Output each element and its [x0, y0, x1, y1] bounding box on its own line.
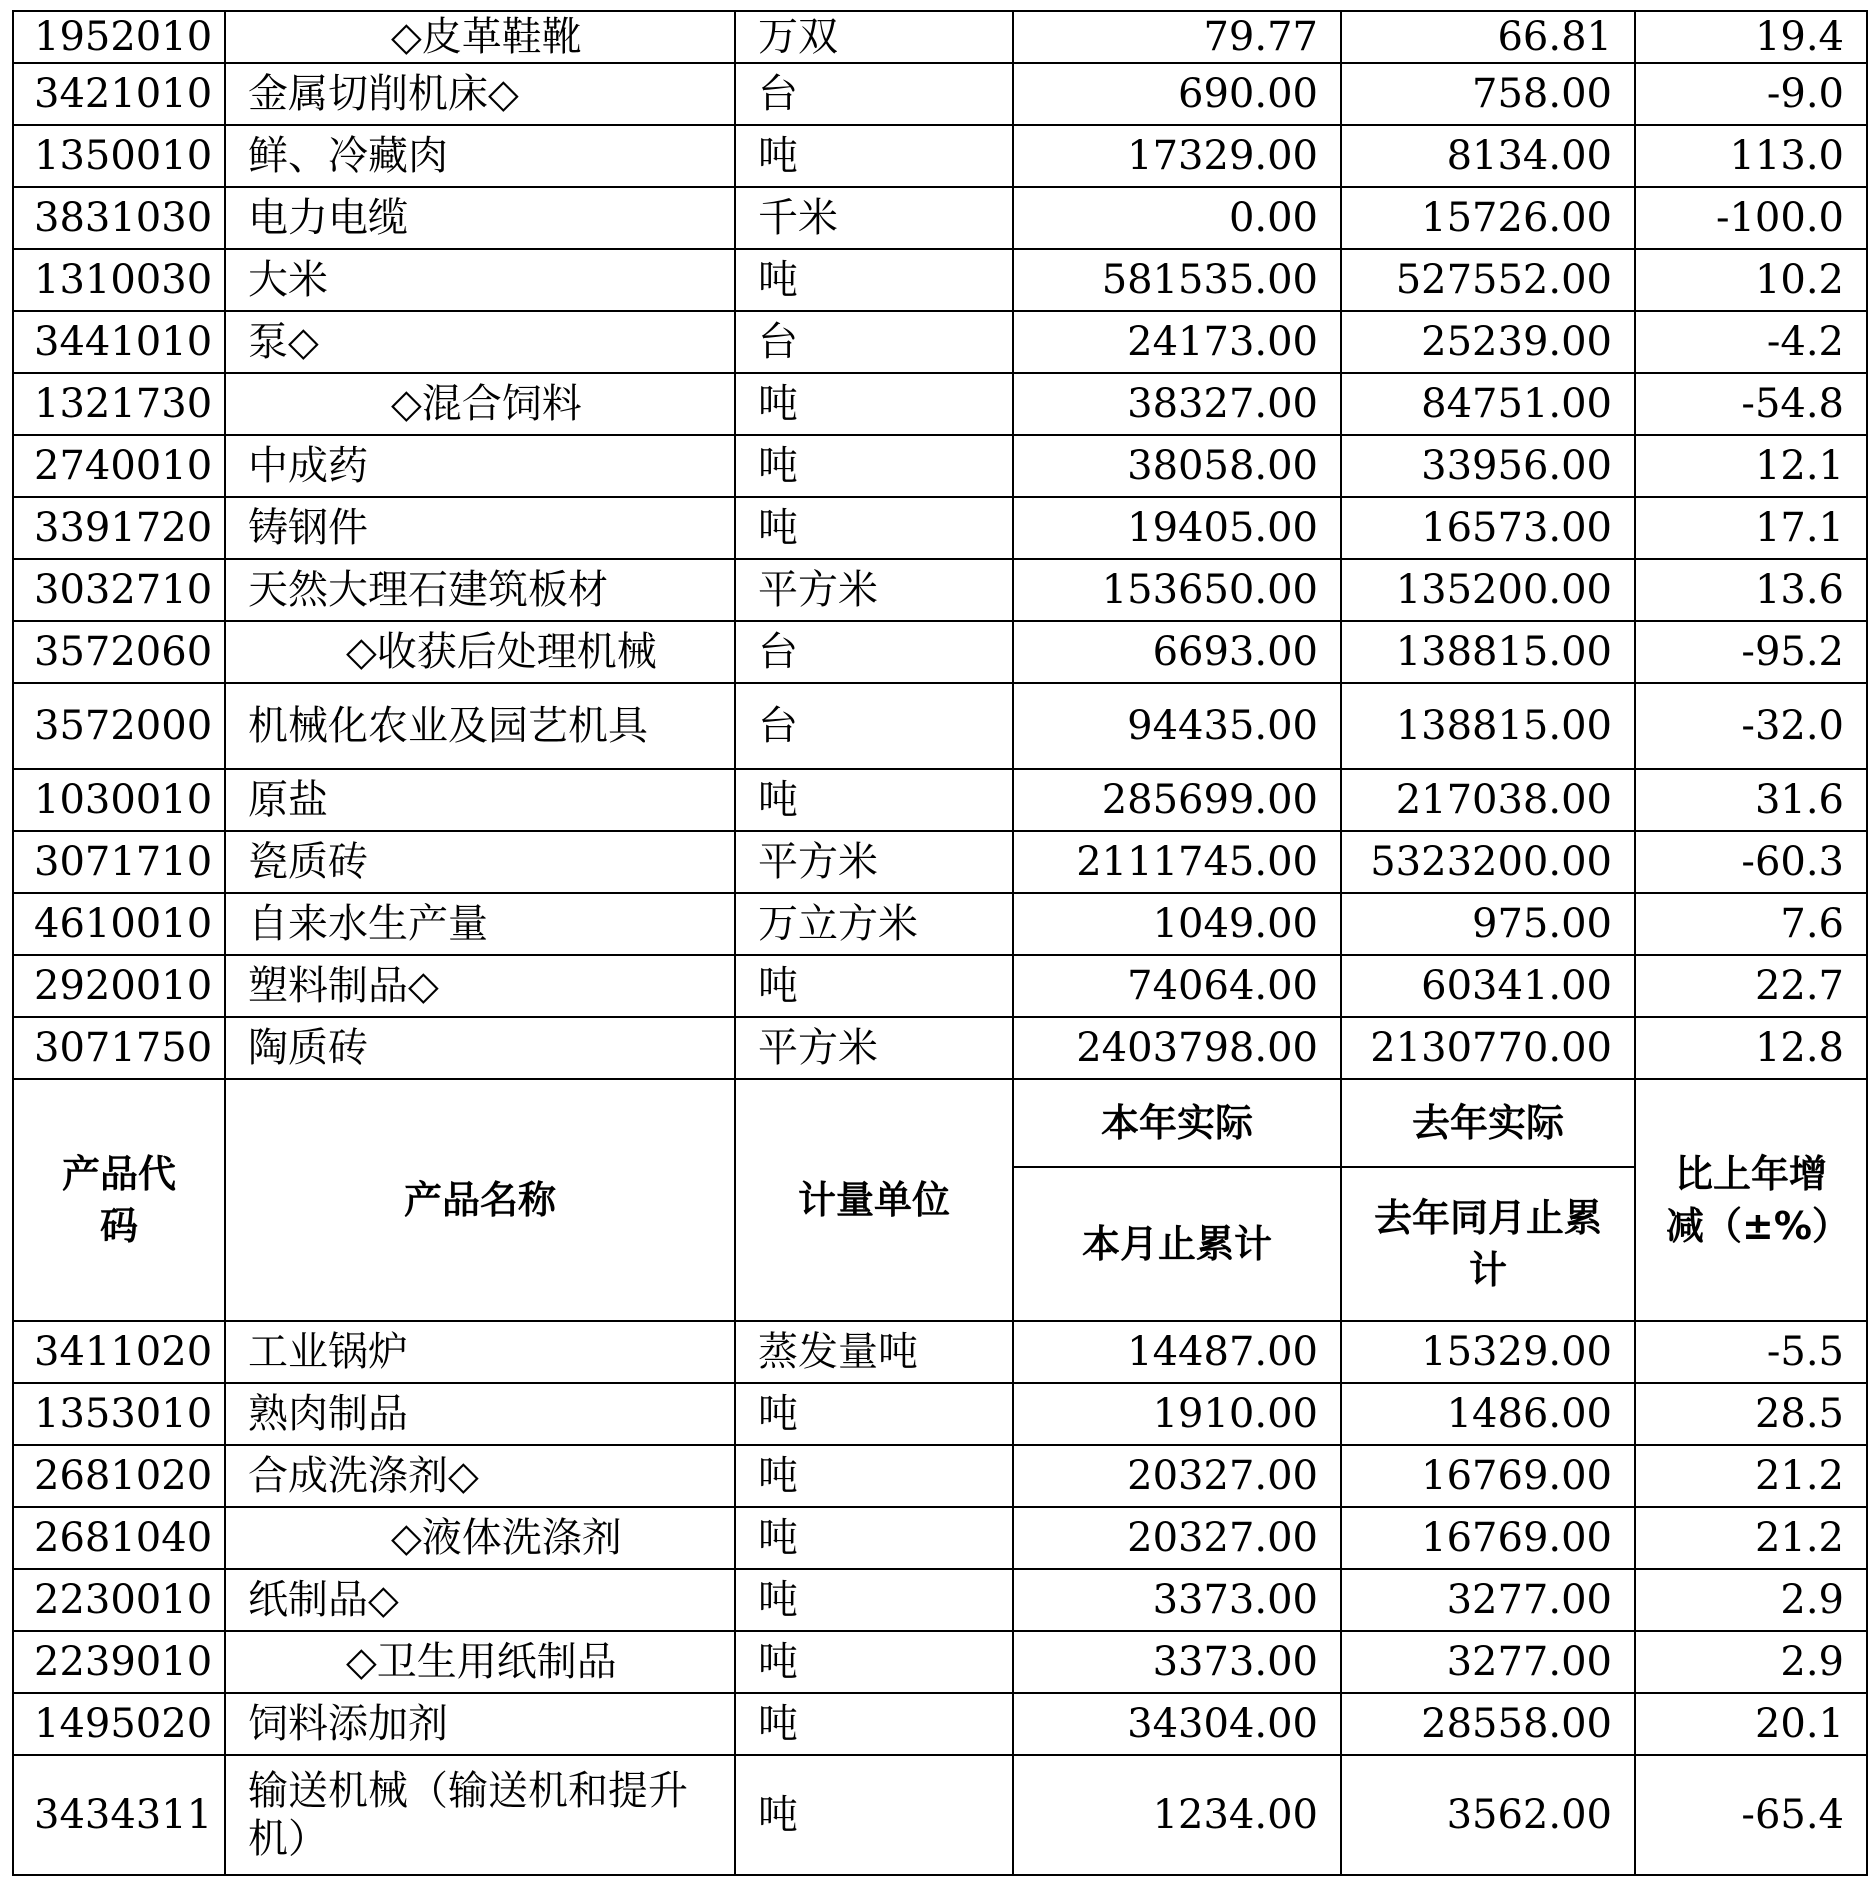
current-value: 34304.00 [1013, 1693, 1341, 1755]
last-value: 138815.00 [1341, 621, 1635, 683]
current-value: 20327.00 [1013, 1507, 1341, 1569]
last-value: 16769.00 [1341, 1507, 1635, 1569]
product-code: 2681040 [13, 1507, 225, 1569]
product-name: 纸制品◇ [225, 1569, 735, 1631]
table-row [13, 1631, 1867, 1693]
table-row [13, 311, 1867, 373]
last-value: 60341.00 [1341, 955, 1635, 1017]
table-row [13, 621, 1867, 683]
last-value: 758.00 [1341, 63, 1635, 125]
product-name: 瓷质砖 [225, 831, 735, 893]
table-row [13, 1383, 1867, 1445]
current-value: 19405.00 [1013, 497, 1341, 559]
unit: 平方米 [735, 559, 1013, 621]
last-value: 135200.00 [1341, 559, 1635, 621]
unit: 吨 [735, 435, 1013, 497]
product-code: 2681020 [13, 1445, 225, 1507]
header-last-year-cumulative: 去年同月止累计 [1341, 1167, 1635, 1321]
product-code: 3572060 [13, 621, 225, 683]
product-name: 熟肉制品 [225, 1383, 735, 1445]
unit: 台 [735, 63, 1013, 125]
product-name: 泵◇ [225, 311, 735, 373]
change-percent: -5.5 [1635, 1321, 1867, 1383]
table-row [13, 831, 1867, 893]
product-code: 1350010 [13, 125, 225, 187]
product-code: 1030010 [13, 769, 225, 831]
product-name: ◇混合饲料 [225, 373, 735, 435]
table-row [13, 1755, 1867, 1875]
table-row [13, 1569, 1867, 1631]
current-value: 3373.00 [1013, 1631, 1341, 1693]
last-value: 5323200.00 [1341, 831, 1635, 893]
current-value: 0.00 [1013, 187, 1341, 249]
last-value: 975.00 [1341, 893, 1635, 955]
product-code: 3441010 [13, 311, 225, 373]
product-name: 塑料制品◇ [225, 955, 735, 1017]
product-name: 原盐 [225, 769, 735, 831]
change-percent: 22.7 [1635, 955, 1867, 1017]
current-value: 690.00 [1013, 63, 1341, 125]
current-value: 581535.00 [1013, 249, 1341, 311]
change-percent: -95.2 [1635, 621, 1867, 683]
last-value: 527552.00 [1341, 249, 1635, 311]
unit: 台 [735, 621, 1013, 683]
table-row [13, 559, 1867, 621]
last-value: 16769.00 [1341, 1445, 1635, 1507]
last-value: 1486.00 [1341, 1383, 1635, 1445]
unit: 吨 [735, 955, 1013, 1017]
table-row [13, 63, 1867, 125]
product-code: 3421010 [13, 63, 225, 125]
current-value: 153650.00 [1013, 559, 1341, 621]
product-name: 输送机械（输送机和提升机） [225, 1755, 735, 1875]
change-percent: -54.8 [1635, 373, 1867, 435]
current-value: 2111745.00 [1013, 831, 1341, 893]
product-code: 3434311 [13, 1755, 225, 1875]
unit: 吨 [735, 1755, 1013, 1875]
last-value: 8134.00 [1341, 125, 1635, 187]
change-percent: -60.3 [1635, 831, 1867, 893]
current-value: 14487.00 [1013, 1321, 1341, 1383]
current-value: 2403798.00 [1013, 1017, 1341, 1079]
product-name: ◇液体洗涤剂 [225, 1507, 735, 1569]
header-product-code: 产品代码 [13, 1079, 225, 1321]
change-percent: -4.2 [1635, 311, 1867, 373]
table-row [13, 1445, 1867, 1507]
change-percent: -100.0 [1635, 187, 1867, 249]
last-value: 138815.00 [1341, 683, 1635, 769]
table-row [13, 249, 1867, 311]
unit: 吨 [735, 125, 1013, 187]
unit: 平方米 [735, 1017, 1013, 1079]
header-this-year-cumulative: 本月止累计 [1013, 1167, 1341, 1321]
product-code: 1310030 [13, 249, 225, 311]
product-code: 2239010 [13, 1631, 225, 1693]
unit: 千米 [735, 187, 1013, 249]
product-code: 2740010 [13, 435, 225, 497]
product-code: 3071710 [13, 831, 225, 893]
current-value: 94435.00 [1013, 683, 1341, 769]
current-value: 38327.00 [1013, 373, 1341, 435]
change-percent: 20.1 [1635, 1693, 1867, 1755]
product-code: 1495020 [13, 1693, 225, 1755]
product-code: 2920010 [13, 955, 225, 1017]
change-percent: -9.0 [1635, 63, 1867, 125]
last-value: 28558.00 [1341, 1693, 1635, 1755]
current-value: 20327.00 [1013, 1445, 1341, 1507]
product-name: 铸钢件 [225, 497, 735, 559]
product-name: 饲料添加剂 [225, 1693, 735, 1755]
table-row [13, 769, 1867, 831]
change-percent: 28.5 [1635, 1383, 1867, 1445]
change-percent: 10.2 [1635, 249, 1867, 311]
table-row [13, 435, 1867, 497]
product-name: 金属切削机床◇ [225, 63, 735, 125]
change-percent: 13.6 [1635, 559, 1867, 621]
product-name: 合成洗涤剂◇ [225, 1445, 735, 1507]
table-row [13, 11, 1867, 63]
product-name: ◇收获后处理机械 [225, 621, 735, 683]
header-product-name: 产品名称 [225, 1079, 735, 1321]
table-row [13, 893, 1867, 955]
last-value: 2130770.00 [1341, 1017, 1635, 1079]
product-code: 3572000 [13, 683, 225, 769]
change-percent: 2.9 [1635, 1569, 1867, 1631]
product-output-table [12, 10, 1868, 1876]
product-name: 天然大理石建筑板材 [225, 559, 735, 621]
last-value: 15329.00 [1341, 1321, 1635, 1383]
product-name: 陶质砖 [225, 1017, 735, 1079]
product-code: 4610010 [13, 893, 225, 955]
table-row [13, 955, 1867, 1017]
last-value: 16573.00 [1341, 497, 1635, 559]
current-value: 79.77 [1013, 11, 1341, 63]
product-name: 大米 [225, 249, 735, 311]
header-change: 比上年增减（±%） [1635, 1079, 1867, 1321]
unit: 万立方米 [735, 893, 1013, 955]
unit: 吨 [735, 1507, 1013, 1569]
current-value: 6693.00 [1013, 621, 1341, 683]
product-code: 3071750 [13, 1017, 225, 1079]
last-value: 217038.00 [1341, 769, 1635, 831]
unit: 吨 [735, 769, 1013, 831]
product-name: 机械化农业及园艺机具 [225, 683, 735, 769]
change-percent: 17.1 [1635, 497, 1867, 559]
unit: 蒸发量吨 [735, 1321, 1013, 1383]
unit: 平方米 [735, 831, 1013, 893]
current-value: 1234.00 [1013, 1755, 1341, 1875]
current-value: 38058.00 [1013, 435, 1341, 497]
product-name: 自来水生产量 [225, 893, 735, 955]
header-unit: 计量单位 [735, 1079, 1013, 1321]
change-percent: 12.1 [1635, 435, 1867, 497]
table-row [13, 1017, 1867, 1079]
change-percent: 31.6 [1635, 769, 1867, 831]
product-name: ◇皮革鞋靴 [225, 11, 735, 63]
last-value: 84751.00 [1341, 373, 1635, 435]
current-value: 74064.00 [1013, 955, 1341, 1017]
table-row [13, 1507, 1867, 1569]
unit: 吨 [735, 497, 1013, 559]
unit: 吨 [735, 1631, 1013, 1693]
product-code: 1353010 [13, 1383, 225, 1445]
product-code: 1952010 [13, 11, 225, 63]
table-row [13, 683, 1867, 769]
table-row [13, 1321, 1867, 1383]
last-value: 25239.00 [1341, 311, 1635, 373]
product-code: 3391720 [13, 497, 225, 559]
change-percent: -65.4 [1635, 1755, 1867, 1875]
last-value: 3277.00 [1341, 1631, 1635, 1693]
change-percent: 113.0 [1635, 125, 1867, 187]
unit: 吨 [735, 1693, 1013, 1755]
table-row [13, 187, 1867, 249]
change-percent: 12.8 [1635, 1017, 1867, 1079]
unit: 吨 [735, 1569, 1013, 1631]
product-code: 1321730 [13, 373, 225, 435]
current-value: 17329.00 [1013, 125, 1341, 187]
product-name: 鲜、冷藏肉 [225, 125, 735, 187]
table-row [13, 1693, 1867, 1755]
current-value: 3373.00 [1013, 1569, 1341, 1631]
last-value: 33956.00 [1341, 435, 1635, 497]
last-value: 15726.00 [1341, 187, 1635, 249]
product-code: 3411020 [13, 1321, 225, 1383]
table-row [13, 373, 1867, 435]
table-header-row [13, 1079, 1867, 1167]
change-percent: 21.2 [1635, 1445, 1867, 1507]
table-row [13, 497, 1867, 559]
unit: 台 [735, 311, 1013, 373]
product-name: 工业锅炉 [225, 1321, 735, 1383]
current-value: 285699.00 [1013, 769, 1341, 831]
last-value: 3562.00 [1341, 1755, 1635, 1875]
header-this-year: 本年实际 [1013, 1079, 1341, 1167]
table-row [13, 125, 1867, 187]
product-name: 中成药 [225, 435, 735, 497]
change-percent: -32.0 [1635, 683, 1867, 769]
product-code: 3831030 [13, 187, 225, 249]
unit: 吨 [735, 1445, 1013, 1507]
change-percent: 7.6 [1635, 893, 1867, 955]
change-percent: 2.9 [1635, 1631, 1867, 1693]
change-percent: 21.2 [1635, 1507, 1867, 1569]
unit: 吨 [735, 249, 1013, 311]
product-name: 电力电缆 [225, 187, 735, 249]
header-last-year: 去年实际 [1341, 1079, 1635, 1167]
unit: 吨 [735, 1383, 1013, 1445]
unit: 万双 [735, 11, 1013, 63]
current-value: 1910.00 [1013, 1383, 1341, 1445]
last-value: 3277.00 [1341, 1569, 1635, 1631]
last-value: 66.81 [1341, 11, 1635, 63]
product-code: 2230010 [13, 1569, 225, 1631]
current-value: 1049.00 [1013, 893, 1341, 955]
current-value: 24173.00 [1013, 311, 1341, 373]
product-name: ◇卫生用纸制品 [225, 1631, 735, 1693]
unit: 吨 [735, 373, 1013, 435]
product-code: 3032710 [13, 559, 225, 621]
unit: 台 [735, 683, 1013, 769]
change-percent: 19.4 [1635, 11, 1867, 63]
